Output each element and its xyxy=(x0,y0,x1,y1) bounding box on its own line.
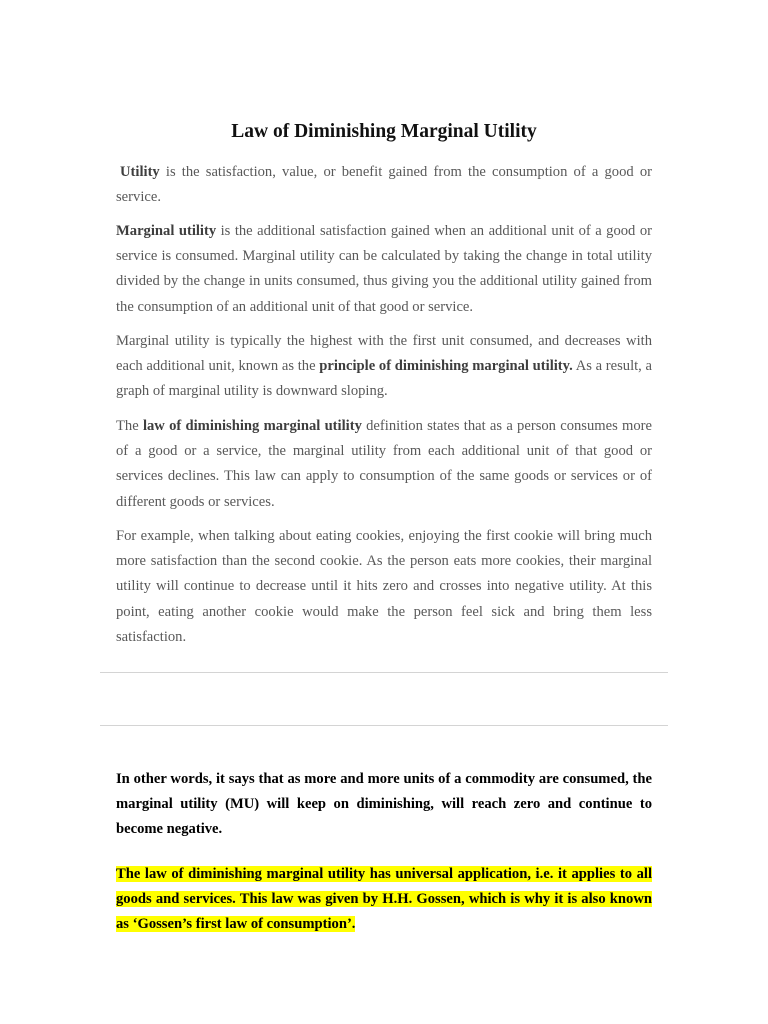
term-principle: principle of diminishing marginal utility. xyxy=(319,358,573,375)
marginal-utility-text: is the additional satisfaction gained when an additional unit of a good or service is consumed. Marginal utility can be calculated by taking the change in total utility divided by the change in units consumed, thus giving you the additional utility gained from the consumption of an additional unit of that good or service. xyxy=(116,223,652,315)
highlighted-paragraph xyxy=(116,862,652,938)
principle-paragraph xyxy=(116,329,652,405)
divider-line xyxy=(100,672,668,673)
term-law: law of diminishing marginal utility xyxy=(142,418,362,434)
term-marginal-utility: Marginal utility xyxy=(116,223,217,239)
cookie-example-paragraph: For example, when talking about eating cookies, enjoying the first cookie will bring much more satisfaction than the second cookie. As the person eats more cookies, their marginal utility will continue to decrease until it hits zero and crosses into negative utility. At this point, eating another cookie would make the person feel sick and bring them less satisfaction. xyxy=(116,528,652,645)
utility-definition-text: is the satisfaction, value, or benefit gained from the consumption of a good or service. xyxy=(116,164,652,206)
utility-definition xyxy=(116,160,652,210)
page-title: Law of Diminishing Marginal Utility xyxy=(231,121,537,142)
marginal-utility-definition xyxy=(116,219,652,320)
law-text-after: definition states that as a person consumes more of a good or a service, the marginal utility from each additional unit of that good or services declines. This law can apply to consumption of the same goods or services or of different goods or services. xyxy=(116,418,653,510)
divider-line xyxy=(100,725,668,726)
law-definition-paragraph xyxy=(116,414,652,515)
in-other-words-paragraph: In other words, it says that as more and more units of a commodity are consumed, the marginal utility (MU) will keep on diminishing, will reach zero and continue to become negative. xyxy=(116,771,652,838)
law-text-before: The xyxy=(116,418,143,434)
highlighted-text: The law of diminishing marginal utility has universal application, i.e. it applies to all goods and services. This law was given by H.H. Gossen, which is why it is also known as ‘Gossen’s first law of consumption’. xyxy=(116,866,652,933)
principle-text-after: As a result, a graph of marginal utility is downward sloping. xyxy=(116,358,652,400)
principle-text-before: Marginal utility is typically the highest with the first unit consumed, and decreases with each additional unit, known as the xyxy=(116,333,652,375)
term-utility: Utility xyxy=(120,164,160,180)
